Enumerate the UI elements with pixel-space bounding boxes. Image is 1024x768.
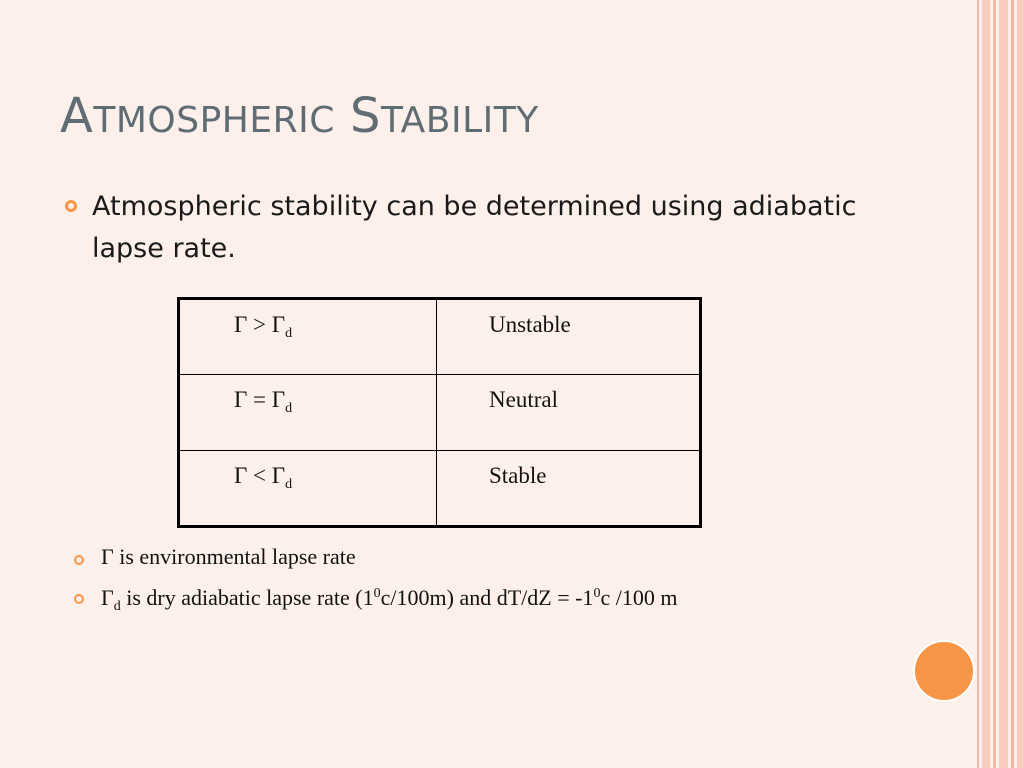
state-cell: Unstable xyxy=(437,299,701,375)
decor-stripe xyxy=(977,0,979,768)
table-row xyxy=(179,451,701,527)
note-dry-adiabatic-lapse-rate: $\Gamma_d$ is dry adiabatic lapse rate $(1^0c/100m)$ and $dT/dZ = -1^0c$ /100 m xyxy=(101,585,678,614)
decor-stripe xyxy=(982,0,990,768)
decor-stripe xyxy=(1011,0,1014,768)
main-bullet-text: Atmospheric stability can be determined using adiabatic lapse rate. xyxy=(92,191,857,264)
decor-circle xyxy=(913,640,975,702)
table-row xyxy=(179,299,701,375)
state-cell: Stable xyxy=(437,451,701,527)
bullet-icon xyxy=(74,594,84,604)
decor-stripe xyxy=(999,0,1008,768)
condition-cell: $\Gamma < \Gamma_d$ xyxy=(179,451,437,527)
table-row xyxy=(179,375,701,451)
condition-cell: $\Gamma > \Gamma_d$ xyxy=(179,299,437,375)
slide-title: ATMOSPHERIC STABILITY xyxy=(60,88,539,144)
bullet-icon xyxy=(65,200,77,212)
stability-table xyxy=(177,297,702,528)
state-cell: Neutral xyxy=(437,375,701,451)
note-environmental-lapse-rate: Γ is environmental lapse rate xyxy=(101,544,356,569)
decor-stripe xyxy=(1017,0,1024,768)
condition-cell: $\Gamma = \Gamma_d$ xyxy=(179,375,437,451)
bullet-icon xyxy=(74,555,84,565)
decor-stripe xyxy=(993,0,996,768)
